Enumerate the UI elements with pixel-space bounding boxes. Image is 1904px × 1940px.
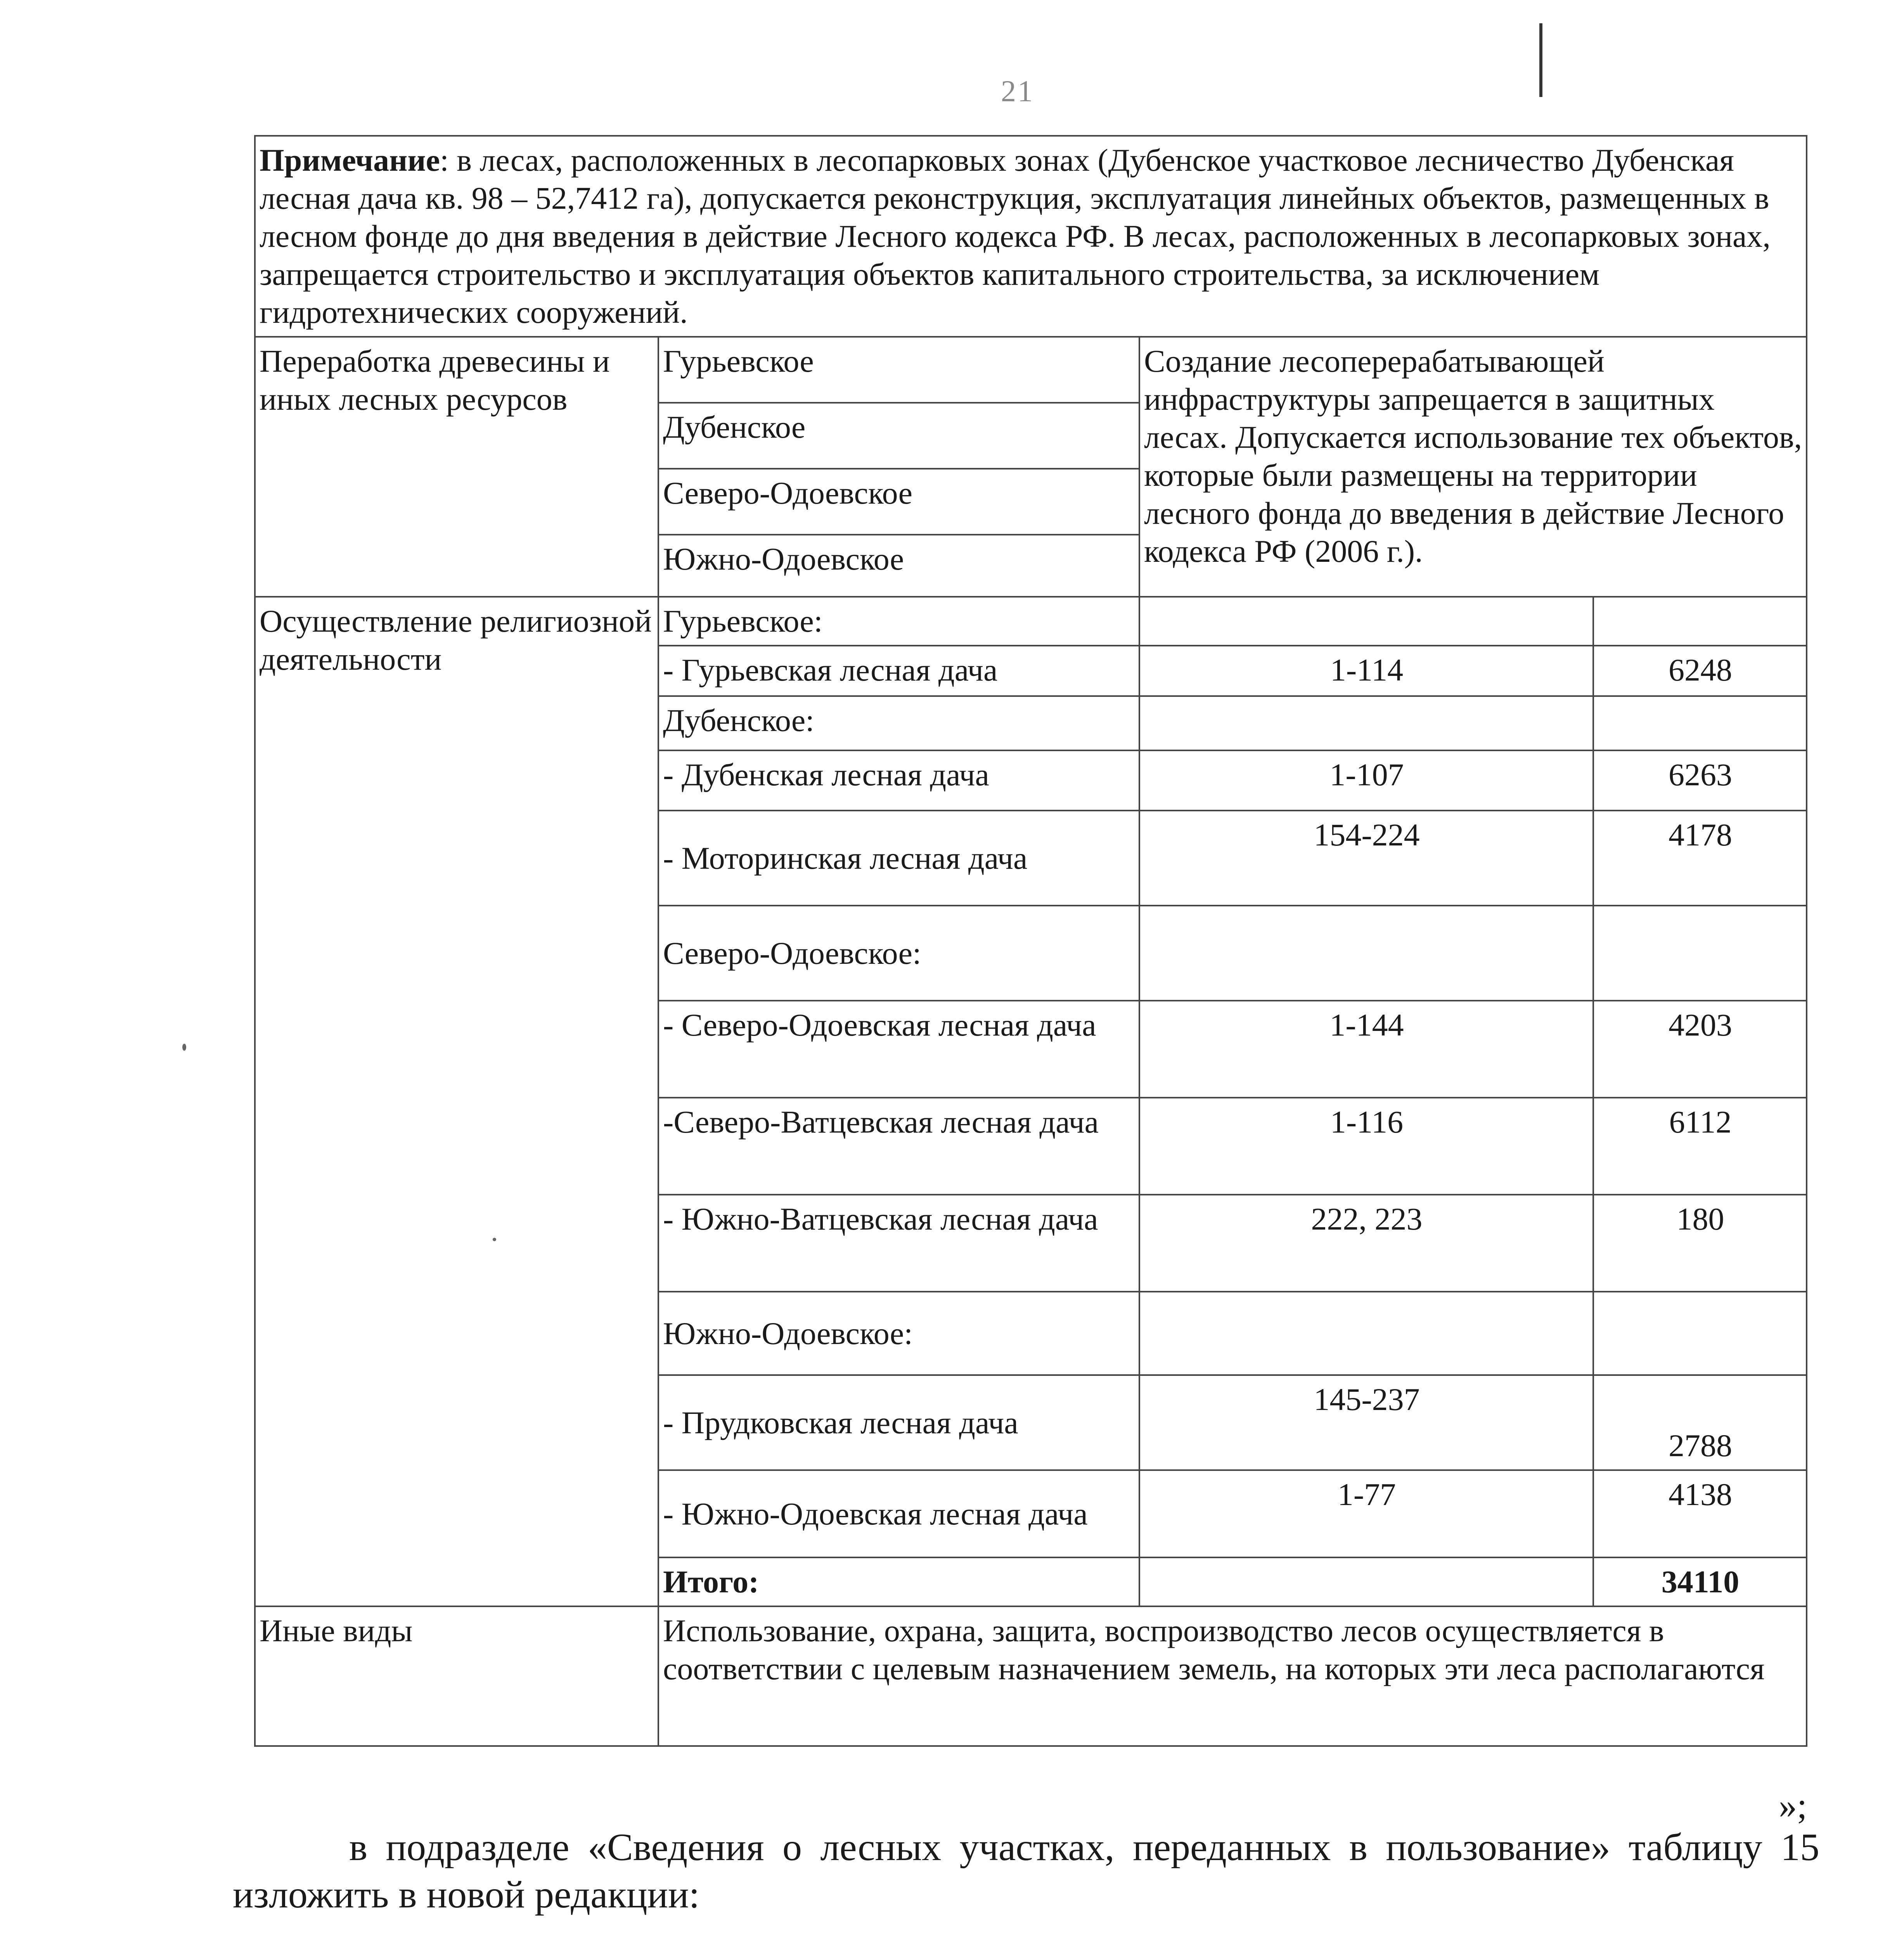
note-label: Примечание xyxy=(260,142,440,178)
total-label: Итого: xyxy=(658,1557,1139,1606)
amendment-paragraph: в подразделе «Сведения о лесных участках, переданных в пользование» таблицу 15 изложить в новой редакции: xyxy=(233,1826,1819,1916)
forestry-cell: Дубенское xyxy=(658,403,1139,469)
forestry-cell: Северо-Одоевское xyxy=(658,469,1139,535)
area-cell xyxy=(1593,906,1807,1001)
forest-use-table xyxy=(254,135,1807,1747)
area-cell xyxy=(1593,696,1807,750)
district-name: - Гурьевская лесная дача xyxy=(658,646,1139,696)
area-cell: 6112 xyxy=(1593,1098,1807,1195)
district-name: - Южно-Ватцевская лесная дача xyxy=(658,1195,1139,1292)
note-row xyxy=(255,136,1807,337)
quarters-cell: 1-114 xyxy=(1139,646,1593,696)
district-name: -Северо-Ватцевская лесная дача xyxy=(658,1098,1139,1195)
total-empty-cell xyxy=(1139,1557,1593,1606)
activity-processing: Переработка древесины и иных лесных ресурсов xyxy=(255,337,658,597)
forestry-cell: Южно-Одоевское xyxy=(658,535,1139,597)
margin-line-top xyxy=(1539,23,1542,97)
district-name: Гурьевское: xyxy=(658,597,1139,646)
quarters-cell: 1-116 xyxy=(1139,1098,1593,1195)
area-cell: 6263 xyxy=(1593,750,1807,811)
quarters-cell xyxy=(1139,597,1593,646)
quarters-cell: 1-77 xyxy=(1139,1470,1593,1557)
district-name: - Прудковская лесная дача xyxy=(658,1375,1139,1470)
activity-religious: Осуществление религиозной деятельности xyxy=(255,597,658,1606)
quarters-cell: 154-224 xyxy=(1139,811,1593,906)
forestry-cell: Гурьевское xyxy=(658,337,1139,403)
note-text: : в лесах, расположенных в лесопарковых зонах (Дубенское участковое лесничество Дубенская лесная дача кв. 98 – 52,7412 га), допускается реконструкция, эксплуатация линейных объектов, размещенных в лесном фонде до дня введения в действие Лесного кодекса РФ. В лесах, расположенных в лесопарковых зонах, запрещается строительство и эксплуатация объектов капитального строительства, за исключением гидротехнических сооружений. xyxy=(260,142,1771,330)
district-name: Южно-Одоевское: xyxy=(658,1292,1139,1375)
note-cell xyxy=(255,136,1807,337)
quarters-cell: 1-107 xyxy=(1139,750,1593,811)
district-name: - Дубенская лесная дача xyxy=(658,750,1139,811)
area-cell: 180 xyxy=(1593,1195,1807,1292)
quarters-cell: 1-144 xyxy=(1139,1001,1593,1098)
activity-other: Иные виды xyxy=(255,1606,658,1746)
processing-description: Создание лесоперерабатывающей инфраструктуры запрещается в защитных лесах. Допускается использование тех объектов, которые были размещены на территории лесного фонда до введения в действие Лесного кодекса РФ (2006 г.). xyxy=(1139,337,1807,597)
scan-speck xyxy=(493,1238,496,1241)
quarters-cell: 222, 223 xyxy=(1139,1195,1593,1292)
district-name: - Моторинская лесная дача xyxy=(658,811,1139,906)
area-cell: 4203 xyxy=(1593,1001,1807,1098)
area-cell xyxy=(1593,597,1807,646)
quarters-cell xyxy=(1139,1292,1593,1375)
area-cell: 4178 xyxy=(1593,811,1807,906)
area-cell: 4138 xyxy=(1593,1470,1807,1557)
table-row xyxy=(255,337,1807,403)
quarters-cell xyxy=(1139,906,1593,1001)
other-description: Использование, охрана, защита, воспроизводство лесов осуществляется в соответствии с целевым назначением земель, на которых эти леса располагаются xyxy=(658,1606,1807,1746)
total-value: 34110 xyxy=(1593,1557,1807,1606)
quarters-cell xyxy=(1139,696,1593,750)
district-name: - Северо-Одоевская лесная дача xyxy=(658,1001,1139,1098)
district-name: Дубенское: xyxy=(658,696,1139,750)
district-name: Северо-Одоевское: xyxy=(658,906,1139,1001)
page-number: 21 xyxy=(1001,74,1034,108)
closing-quote: »; xyxy=(1779,1786,1807,1826)
other-row xyxy=(255,1606,1807,1746)
quarters-cell: 145-237 xyxy=(1139,1375,1593,1470)
area-cell: 2788 xyxy=(1593,1375,1807,1470)
area-cell: 6248 xyxy=(1593,646,1807,696)
table-row xyxy=(255,597,1807,646)
scan-speck xyxy=(182,1044,186,1051)
area-cell xyxy=(1593,1292,1807,1375)
district-name: - Южно-Одоевская лесная дача xyxy=(658,1470,1139,1557)
